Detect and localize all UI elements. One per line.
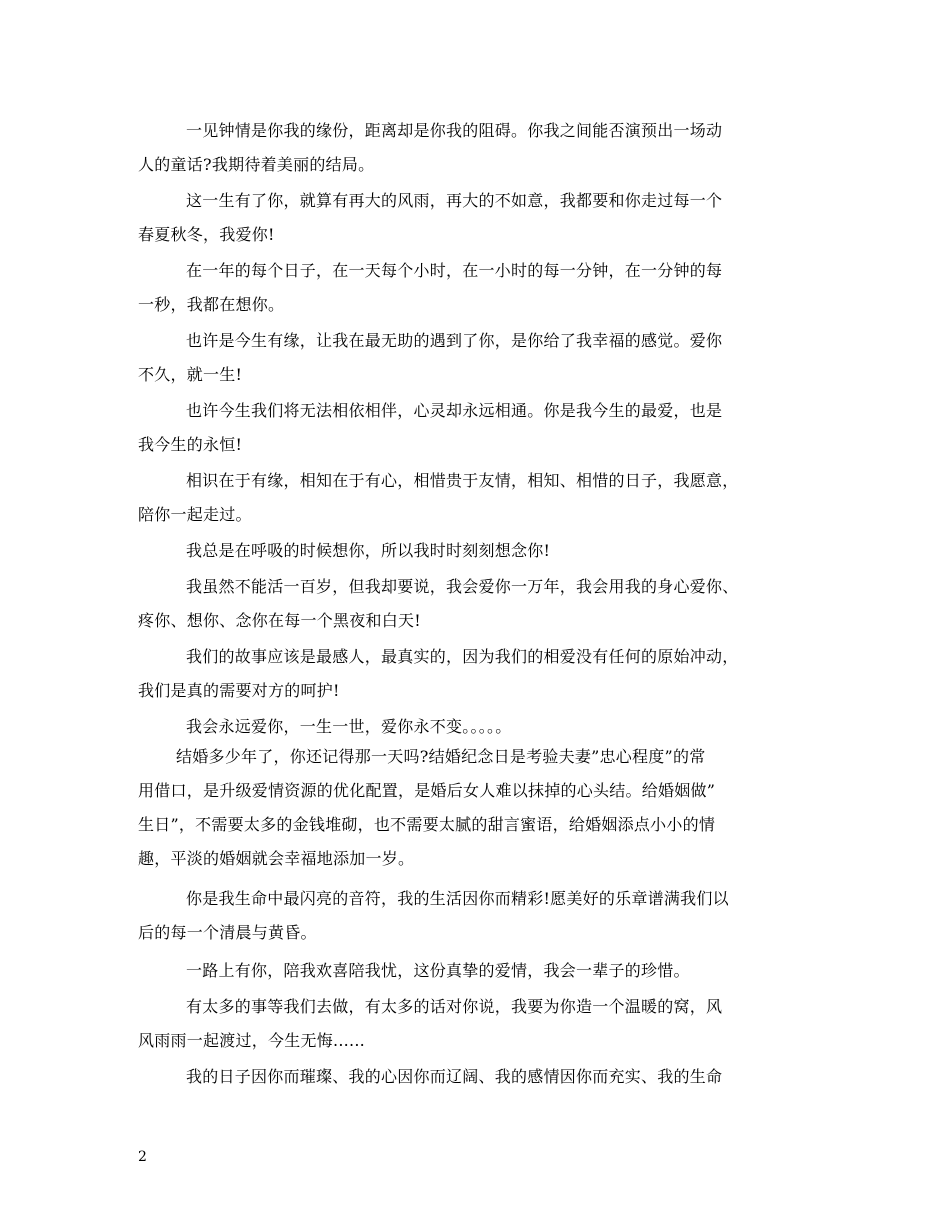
paragraph-line: 有太多的事等我们去做，有太多的话对你说，我要为你造一个温暖的窝，风 <box>186 997 723 1016</box>
paragraph-line: 疼你、想你、念你在每一个黑夜和白天! <box>138 611 421 630</box>
paragraph-line: 也许是今生有缘，让我在最无助的遇到了你，是你给了我幸福的感觉。爱你 <box>186 331 723 350</box>
paragraph-line: 我的日子因你而璀璨、我的心因你而辽阔、我的感情因你而充实、我的生命 <box>186 1067 723 1086</box>
paragraph-line: 春夏秋冬，我爱你! <box>138 225 275 244</box>
paragraph-line: 生日”，不需要太多的金钱堆砌，也不需要太腻的甜言蜜语，给婚姻添点小小的情 <box>138 815 716 834</box>
paragraph-line: 我今生的永恒! <box>138 435 243 454</box>
paragraph-line: 风雨雨一起渡过，今生无悔...... <box>138 1031 366 1050</box>
paragraph-line: 陪你一起走过。 <box>138 505 252 524</box>
paragraph-line: 我们的故事应该是最感人，最真实的，因为我们的相爱没有任何的原始冲动， <box>186 647 739 666</box>
paragraph-line: 在一年的每个日子，在一天每个小时，在一小时的每一分钟，在一分钟的每 <box>186 261 723 280</box>
paragraph-line: 用借口，是升级爱情资源的优化配置，是婚后女人难以抹掉的心头结。给婚姻做” <box>138 781 716 800</box>
paragraph-line: 后的每一个清晨与黄昏。 <box>138 923 317 942</box>
paragraph-line: 相识在于有缘，相知在于有心，相惜贵于友情，相知、相惜的日子，我愿意， <box>186 471 739 490</box>
paragraph-line: 也许今生我们将无法相依相伴，心灵却永远相通。你是我今生的最爱，也是 <box>186 401 723 420</box>
paragraph-line: 我虽然不能活一百岁，但我却要说，我会爱你一万年，我会用我的身心爱你、 <box>186 577 739 596</box>
paragraph-line: 你是我生命中最闪亮的音符，我的生活因你而精彩!愿美好的乐章谱满我们以 <box>186 889 729 908</box>
paragraph-line: 不久，就一生! <box>138 365 243 384</box>
paragraph-line: 结婚多少年了，你还记得那一天吗?结婚纪念日是考验夫妻”忠心程度”的常 <box>176 747 706 766</box>
paragraph-line: 我会永远爱你，一生一世，爱你永不变。。。。。 <box>186 717 512 736</box>
paragraph-line: 一秒，我都在想你。 <box>138 295 285 314</box>
paragraph-line: 我们是真的需要对方的呵护! <box>138 681 340 700</box>
page-number: 2 <box>138 1149 147 1165</box>
paragraph-line: 一路上有你，陪我欢喜陪我忧，这份真挚的爱情，我会一辈子的珍惜。 <box>186 961 690 980</box>
paragraph-line: 人的童话?我期待着美丽的结局。 <box>138 155 375 174</box>
paragraph-line: 一见钟情是你我的缘份，距离却是你我的阻碍。你我之间能否演预出一场动 <box>186 121 723 140</box>
paragraph-line: 我总是在呼吸的时候想你，所以我时时刻刻想念你! <box>186 541 551 560</box>
paragraph-line: 趣，平淡的婚姻就会幸福地添加一岁。 <box>138 849 415 868</box>
paragraph-line: 这一生有了你，就算有再大的风雨，再大的不如意，我都要和你走过每一个 <box>186 191 723 210</box>
